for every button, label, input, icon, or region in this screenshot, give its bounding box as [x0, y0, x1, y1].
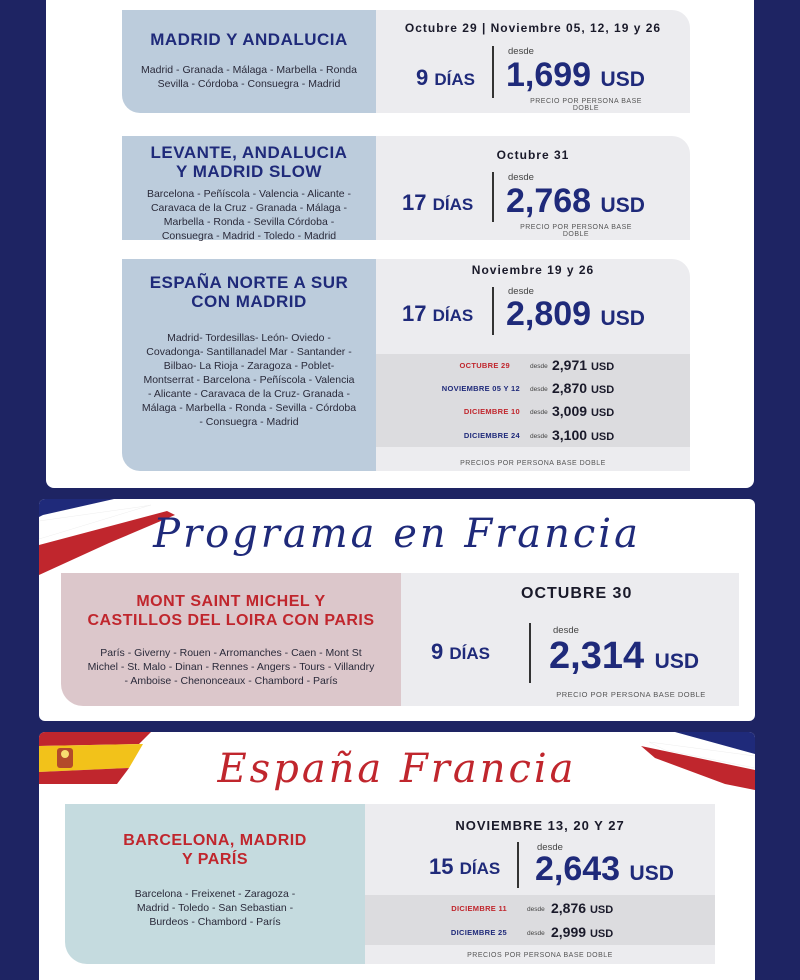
tour-price: 2,809 USD [506, 295, 645, 333]
tour-dates: NOVIEMBRE 13, 20 Y 27 [455, 818, 625, 833]
tour-dates: Octubre 31 [496, 148, 570, 162]
tour-cities: Barcelona - Freixenet - Zaragoza - Madrid - Toledo - San Sebastian - Burdeos - Chambord - París [134, 888, 296, 928]
tour-cities: Barcelona - Peñíscola - Valencia - Alicante - Caravaca de la Cruz - Granada - Málaga - Marbella - Ronda - Sevilla Córdoba - Consuegra - Madrid - Toledo - Madrid [146, 188, 352, 242]
desde-label: desde [508, 172, 534, 183]
tour-price-panel [376, 259, 690, 471]
tour-price: 2,314 USD [549, 635, 699, 677]
desde-label: desde [537, 842, 563, 853]
price-note: PRECIO POR PERSONA BASE DOBLE [556, 690, 706, 699]
section-heading: Programa en Francia [153, 511, 641, 557]
desde-label: desde [527, 906, 545, 913]
tour-summary [122, 259, 376, 471]
tour-summary [122, 10, 376, 113]
tour-title: MONT SAINT MICHEL Y CASTILLOS DEL LOIRA CON PARIS [87, 593, 375, 629]
extra-price-row [376, 424, 690, 446]
spain-programs-panel [46, 0, 754, 488]
tour-dates: Noviembre 19 y 26 [471, 263, 595, 277]
price-note: PRECIOS POR PERSONA BASE DOBLE [467, 952, 613, 959]
francia-program-panel [39, 499, 755, 721]
desde-label: desde [530, 409, 548, 416]
tour-price-panel [376, 136, 690, 240]
extra-price-row [365, 921, 715, 943]
divider [492, 46, 494, 98]
extra-price: 3,100 USD [552, 427, 615, 443]
tour-card-barcelona-madrid-paris[interactable] [65, 804, 715, 964]
tour-summary [122, 136, 376, 240]
desde-label: desde [530, 433, 548, 440]
tour-summary [65, 804, 365, 964]
tour-title: BARCELONA, MADRID Y PARÍS [123, 832, 307, 868]
desde-label: desde [527, 930, 545, 937]
extra-price: 3,009 USD [552, 403, 615, 419]
extra-date: DICIEMBRE 11 [451, 904, 507, 913]
extra-prices-table [365, 895, 715, 945]
tour-days: 15 DÍAS [429, 854, 501, 879]
extra-date: DICIEMBRE 24 [463, 431, 520, 440]
tour-days: 17 DÍAS [402, 190, 474, 215]
price-note: PRECIOS POR PERSONA BASE DOBLE [460, 460, 606, 467]
price-note: PRECIO POR PERSONA BASE DOBLE [520, 224, 632, 238]
extra-prices-table [376, 354, 690, 447]
tour-dates: OCTUBRE 30 [521, 585, 633, 602]
tour-title: ESPAÑA NORTE A SUR CON MADRID [149, 273, 349, 311]
tour-days: 17 DÍAS [402, 301, 474, 326]
section-heading: España Francia [217, 746, 577, 792]
extra-price: 2,870 USD [552, 380, 615, 396]
divider [492, 172, 494, 222]
extra-price: 2,876 USD [551, 900, 614, 916]
desde-label: desde [508, 46, 534, 57]
extra-price: 2,971 USD [552, 357, 615, 373]
tour-card-espana-norte-a-sur[interactable] [122, 259, 690, 471]
desde-label: desde [508, 286, 534, 297]
extra-date: OCTUBRE 29 [459, 361, 510, 370]
tour-cities: Madrid - Granada - Málaga - Marbella - Ronda Sevilla - Córdoba - Consuegra - Madrid [141, 64, 357, 90]
espana-francia-panel [39, 732, 755, 980]
tour-days: 9 DÍAS [416, 65, 475, 90]
extra-date: DICIEMBRE 25 [450, 928, 507, 937]
desde-label: desde [530, 386, 548, 393]
tour-cities: París - Giverny - Rouen - Arromanches - Caen - Mont St Michel - St. Malo - Dinan - Rennes - Angers - Tours - Villandry - Amboise - Chenonceaux - Chambord - París [87, 647, 375, 687]
divider [529, 623, 531, 683]
extra-price: 2,999 USD [551, 924, 614, 940]
tour-card-levante-andalucia[interactable] [122, 136, 690, 240]
desde-label: desde [530, 363, 548, 370]
tour-title: MADRID Y ANDALUCIA [150, 30, 348, 49]
tour-days: 9 DÍAS [431, 639, 490, 664]
extra-price-row [376, 377, 690, 399]
extra-price-row [376, 400, 690, 422]
tour-price-panel [365, 804, 715, 964]
tour-price: 1,699 USD [506, 56, 645, 94]
divider [517, 842, 519, 888]
tour-summary [61, 573, 401, 706]
tour-cities: Madrid- Tordesillas- León- Oviedo - Covadonga- Santillanadel Mar - Santander - Bilbao- La Rioja - Zaragoza - Poblet- Montserrat - Barcelona - Peñíscola - Valencia - Alicante - Caravaca de la Cruz- Granada - Málaga - Marbella - Ronda - Sevilla - Córdoba - Consuegra - Madrid [141, 332, 357, 428]
desde-label: desde [553, 625, 579, 636]
divider [492, 287, 494, 335]
extra-date: NOVIEMBRE 05 Y 12 [441, 384, 520, 393]
tour-card-mont-saint-michel[interactable] [61, 573, 739, 706]
tour-dates: Octubre 29 | Noviembre 05, 12, 19 y 26 [404, 21, 662, 35]
price-note: PRECIO POR PERSONA BASE DOBLE [530, 98, 642, 112]
tour-price: 2,768 USD [506, 182, 645, 220]
extra-date: DICIEMBRE 10 [463, 407, 520, 416]
tour-title: LEVANTE, ANDALUCIA Y MADRID SLOW [150, 143, 348, 181]
tour-card-madrid-andalucia[interactable] [122, 10, 690, 113]
tour-price: 2,643 USD [535, 850, 674, 888]
extra-price-row [365, 897, 715, 919]
tour-price-panel [376, 10, 690, 113]
tour-price-panel [401, 573, 739, 706]
extra-price-row [376, 354, 690, 376]
